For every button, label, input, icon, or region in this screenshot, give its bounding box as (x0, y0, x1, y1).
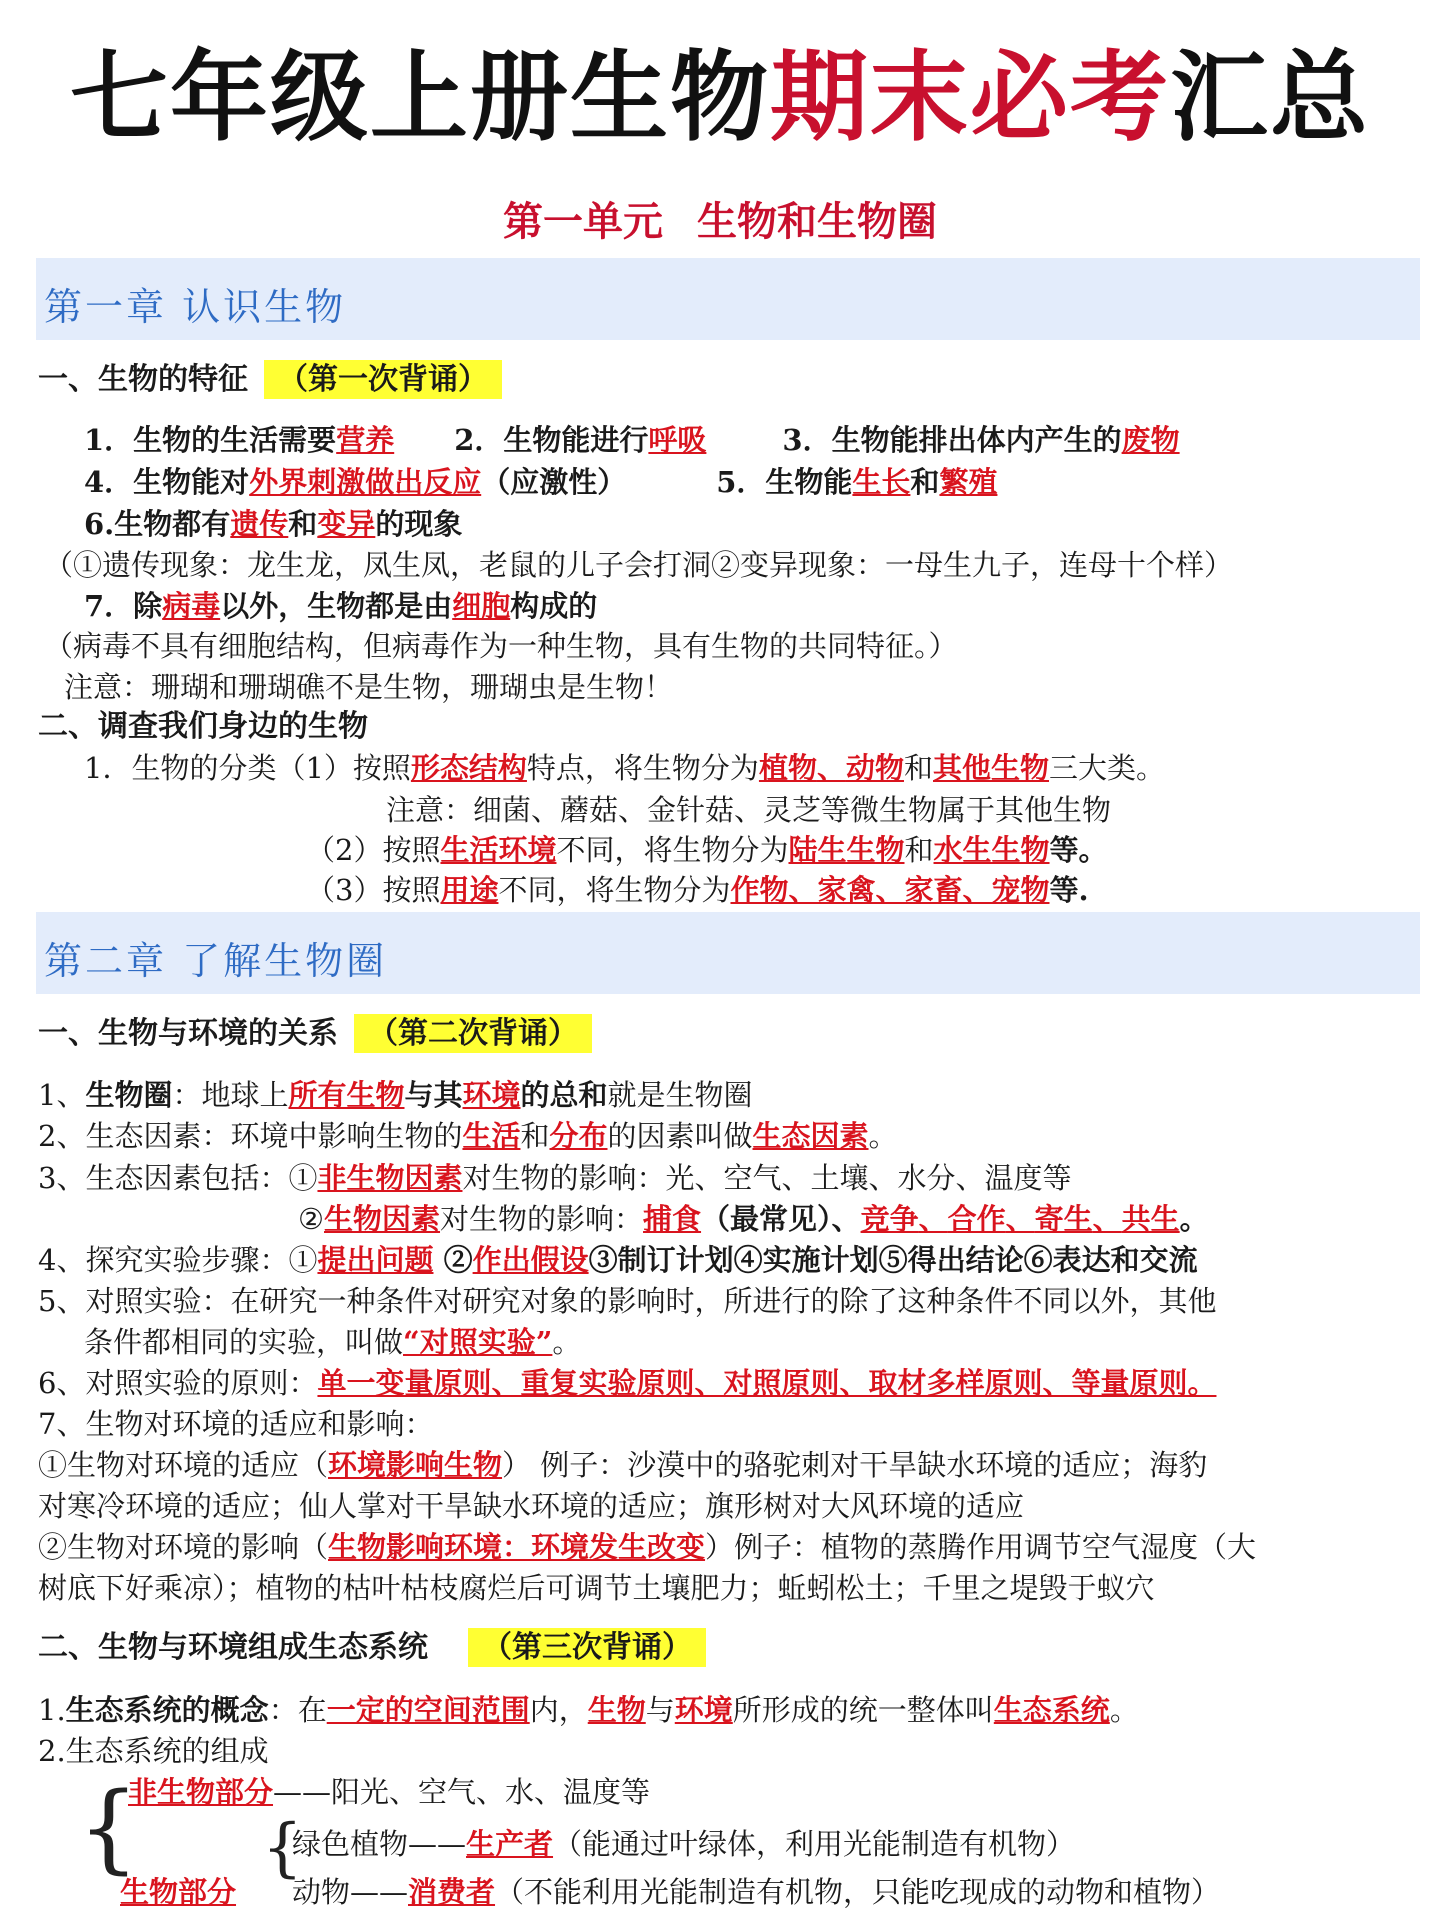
eco-point-2: 2.生态系统的组成 (38, 1734, 269, 1768)
feature-line-1: 1．生物的生活需要营养 2．生物能进行呼吸 3．生物能排出体内产生的废物 (84, 423, 1180, 457)
recite-tag-3: （第三次背诵） (468, 1628, 706, 1667)
classify-line-3: （3）按照用途不同，将生物分为作物、家禽、家畜、宠物等. (306, 873, 1089, 907)
classify-line-2: （2）按照生活环境不同，将生物分为陆生生物和水生生物等。 (306, 833, 1108, 867)
title-highlight: 期末必考 (769, 41, 1170, 155)
eco-producer: 绿色植物——生产者（能通过叶绿体，利用光能制造有机物） (292, 1827, 1076, 1861)
eco-nonliving: 非生物部分——阳光、空气、水、温度等 (128, 1775, 651, 1809)
chapter-2-heading: 第二章 了解生物圈 (44, 939, 388, 983)
env-point-5b: 条件都相同的实验，叫做“对照实验”。 (84, 1325, 582, 1359)
unit-heading: 第一单元 生物和生物圈 (503, 199, 937, 245)
title-part-3: 汇总 (1170, 41, 1371, 155)
env-point-7: 7、生物对环境的适应和影响： (38, 1407, 434, 1441)
feature-line-3: 6.生物都有遗传和变异的现象 (84, 507, 463, 541)
env-point-5a: 5、对照实验：在研究一种条件对研究对象的影响时，所进行的除了这种条件不同以外，其他 (38, 1284, 1217, 1318)
chapter-1-bar (36, 258, 1420, 340)
env-point-9b: 树底下好乘凉）；植物的枯叶枯枝腐烂后可调节土壤肥力；蚯蚓松土；千里之堤毁于蚁穴 (38, 1571, 1155, 1605)
eco-living-label: 生物部分 (120, 1875, 237, 1909)
outer-brace: { (78, 1772, 140, 1884)
chapter-1-heading: 第一章 认识生物 (44, 285, 347, 329)
eco-consumer: 动物——消费者（不能利用光能制造有机物，只能吃现成的动物和植物） (292, 1875, 1221, 1909)
feature-line-2: 4．生物能对外界刺激做出反应（应激性） 5．生物能生长和繁殖 (84, 465, 998, 499)
env-point-1: 1、生物圈：地球上所有生物与其环境的总和就是生物圈 (38, 1078, 753, 1112)
classify-line-1: 1．生物的分类（1）按照形态结构特点，将生物分为植物、动物和其他生物三大类。 (84, 751, 1166, 785)
section-ecosystem-title: 二、生物与环境组成生态系统 （第三次背诵） (38, 1628, 706, 1668)
env-point-8a: ①生物对环境的适应（环境影响生物） 例子：沙漠中的骆驼刺对干旱缺水环境的适应；海豹 (38, 1448, 1208, 1482)
page-title (0, 38, 1440, 158)
env-point-9a: ②生物对环境的影响（生物影响环境：环境发生改变）例子：植物的蒸腾作用调节空气湿度（大 (38, 1530, 1257, 1564)
inner-brace: { (262, 1811, 303, 1885)
recite-tag-2: （第二次背诵） (354, 1014, 592, 1053)
section-environment-title: 一、生物与环境的关系 （第二次背诵） (38, 1014, 592, 1054)
eco-point-1: 1.生态系统的概念：在一定的空间范围内，生物与环境所形成的统一整体叫生态系统。 (38, 1693, 1139, 1727)
section-survey-title: 二、调查我们身边的生物 (38, 709, 368, 744)
title-part-1: 七年级上册生物 (69, 41, 770, 155)
section-features-title: 一、生物的特征 （第一次背诵） (38, 360, 502, 400)
classify-note: 注意：细菌、蘑菇、金针菇、灵芝等微生物属于其他生物 (386, 793, 1112, 827)
env-point-8b: 对寒冷环境的适应；仙人掌对干旱缺水环境的适应；旗形树对大风环境的适应 (38, 1489, 1025, 1523)
env-point-2: 2、生态因素：环境中影响生物的生活和分布的因素叫做生态因素。 (38, 1119, 898, 1153)
feature-note-coral: 注意：珊瑚和珊瑚礁不是生物，珊瑚虫是生物！ (64, 670, 674, 704)
env-point-3b: ②生物因素对生物的影响：捕食（最常见）、竞争、合作、寄生、共生。 (298, 1202, 1209, 1236)
env-point-3a: 3、生态因素包括：①非生物因素对生物的影响：光、空气、土壤、水分、温度等 (38, 1161, 1072, 1195)
feature-note-virus: （病毒不具有细胞结构，但病毒作为一种生物，具有生物的共同特征。） (44, 629, 958, 663)
env-point-4: 4、探究实验步骤：①提出问题 ②作出假设③制订计划④实施计划⑤得出结论⑥表达和交流 (38, 1243, 1198, 1277)
chapter-2-bar (36, 912, 1420, 994)
feature-line-4: 7．除病毒以外，生物都是由细胞构成的 (84, 589, 598, 623)
feature-note-heredity: （①遗传现象：龙生龙，凤生凤，老鼠的儿子会打洞②变异现象：一母生九子，连母十个样） (44, 548, 1234, 582)
env-point-6: 6、对照实验的原则：单一变量原则、重复实验原则、对照原则、取材多样原则、等量原则。 (38, 1366, 1217, 1400)
recite-tag-1: （第一次背诵） (264, 360, 502, 399)
